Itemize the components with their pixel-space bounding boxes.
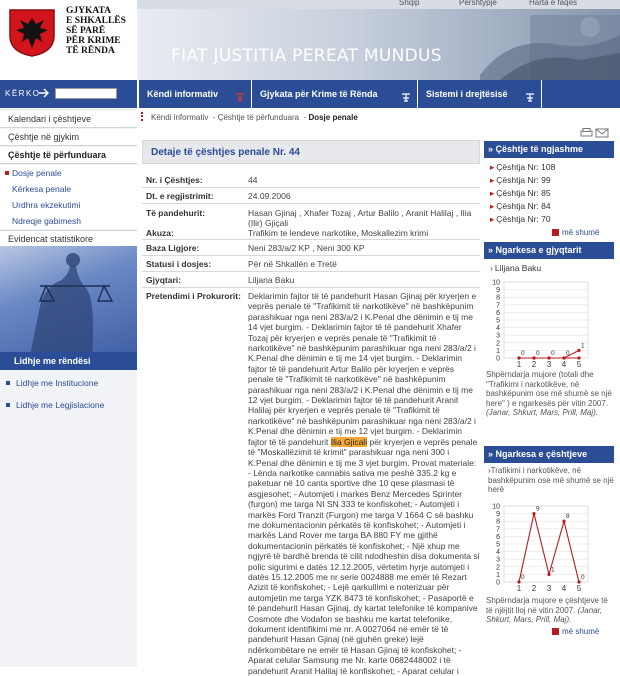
data-label: 1 xyxy=(581,342,585,350)
data-label: 8 xyxy=(566,513,570,521)
data-label: 0 xyxy=(551,350,555,357)
submenu-icon xyxy=(525,93,535,102)
sidebar-item-finished-cases[interactable]: Çështje të përfunduara xyxy=(0,147,137,164)
y-tick-label: 9 xyxy=(496,287,500,295)
sidebar-item-statistics[interactable]: Evidencat statistikore xyxy=(0,230,137,247)
y-tick-label: 5 xyxy=(496,317,500,325)
tab-informative-corner[interactable] xyxy=(139,80,252,108)
breadcrumb-link[interactable]: Këndi informativ xyxy=(151,113,209,122)
albania-emblem-icon xyxy=(6,6,58,58)
x-tick-label: 1 xyxy=(516,584,522,593)
tab-label: Këndi informativ xyxy=(147,89,219,99)
sidebar-sub-corrections[interactable]: Ndreqje gabimesh xyxy=(0,213,137,229)
case-load-caption: Shpërndarja mujore e çështjeve të të njëjtit lloj në vitin 2007. (Janar, Shkurt, Mars, Prill, Maj). xyxy=(486,596,608,625)
x-tick-label: 3 xyxy=(546,584,552,593)
data-label: 0 xyxy=(566,350,570,357)
x-tick-label: 5 xyxy=(576,584,582,593)
hands-scales-icon xyxy=(440,5,620,80)
breadcrumb-current: Dosje penale xyxy=(308,113,358,122)
breadcrumb-icon xyxy=(141,112,147,121)
motto: FIAT JUSTITIA PEREAT MUNDUS xyxy=(171,46,442,66)
y-tick-label: 8 xyxy=(496,294,500,302)
data-label: 0 xyxy=(521,574,525,581)
data-label: 0 xyxy=(581,574,585,581)
tab-court[interactable] xyxy=(252,80,418,108)
data-point xyxy=(577,356,580,359)
data-label: 0 xyxy=(536,350,540,357)
language-link[interactable]: Shqip xyxy=(399,0,420,7)
x-tick-label: 2 xyxy=(531,360,537,369)
court-name: GJYKATA E SHKALLËS SË PARË PËR KRIME TË RËNDA xyxy=(66,6,126,56)
x-tick-label: 2 xyxy=(531,584,537,593)
x-tick-label: 5 xyxy=(576,360,582,369)
similar-case-link[interactable]: ▸ Çështja Nr: 85 xyxy=(490,188,551,198)
more-link[interactable]: më shumë xyxy=(552,228,599,237)
similar-cases-header: » Çështje të ngjashme xyxy=(484,141,614,158)
y-tick-label: 3 xyxy=(496,556,500,564)
tab-label: Sistemi i drejtësisë xyxy=(426,89,508,99)
main-nav xyxy=(137,80,620,108)
more-link[interactable]: më shumë xyxy=(552,627,599,636)
feedback-link[interactable]: Përshtypje xyxy=(459,0,497,7)
bullet-icon xyxy=(6,403,10,407)
similar-case-link[interactable]: ▸ Çështja Nr: 108 xyxy=(490,162,556,172)
arrow-box-icon xyxy=(552,229,559,236)
y-tick-label: 6 xyxy=(496,533,500,541)
right-sidebar xyxy=(484,128,614,667)
data-label: 9 xyxy=(536,505,540,513)
y-tick-label: 7 xyxy=(496,526,500,534)
judge-name: › Liljana Baku xyxy=(490,263,542,273)
similar-case-link[interactable]: ▸ Çështja Nr: 70 xyxy=(490,214,551,224)
y-tick-label: 2 xyxy=(496,564,500,572)
search-bar xyxy=(0,80,137,108)
tab-label: Gjykata për Krime të Rënda xyxy=(260,89,378,99)
case-load-chart xyxy=(484,500,614,594)
highlighted-name: Ilia Gjicali xyxy=(330,436,368,447)
y-tick-label: 4 xyxy=(496,325,500,333)
y-tick-label: 0 xyxy=(496,355,500,363)
similar-case-link[interactable]: ▸ Çështja Nr: 99 xyxy=(490,175,551,185)
tab-justice-system[interactable] xyxy=(418,80,542,108)
left-sidebar xyxy=(0,108,137,667)
page-title: Detaje të çështjes penale Nr. 44 xyxy=(142,140,480,164)
important-links-header: Lidhje me rëndësi xyxy=(0,352,137,370)
y-tick-label: 10 xyxy=(492,503,500,511)
search-label: KËRKO xyxy=(5,89,41,98)
y-tick-label: 5 xyxy=(496,541,500,549)
x-tick-label: 1 xyxy=(516,360,522,369)
selected-bullet-icon xyxy=(5,171,9,175)
arrow-right-icon[interactable] xyxy=(38,88,50,98)
sitemap-link[interactable]: Harta e faqes xyxy=(529,0,578,7)
y-tick-label: 6 xyxy=(496,309,500,317)
y-tick-label: 2 xyxy=(496,340,500,348)
lady-justice-icon xyxy=(0,246,137,356)
bullet-icon xyxy=(6,381,10,385)
data-label: 0 xyxy=(521,350,525,357)
case-load-header: » Ngarkesa e çështjeve xyxy=(484,446,614,463)
sidebar-item-calendar[interactable]: Kalendari i çështjeve xyxy=(0,111,137,128)
sidebar-sub-penal-files[interactable]: Dosje penale xyxy=(0,165,137,181)
y-tick-label: 9 xyxy=(496,511,500,519)
similar-case-link[interactable]: ▸ Çështja Nr: 84 xyxy=(490,201,551,211)
legal-basis-links[interactable]: Neni 283/a/2 KP , Neni 300 KP xyxy=(248,243,365,253)
data-label: 1 xyxy=(551,566,555,574)
judge-load-header: » Ngarkesa e gjyqtarit xyxy=(484,242,614,259)
search-input[interactable] xyxy=(55,88,117,99)
breadcrumb: Këndi informativ - Çështje të përfunduara - Dosje penale xyxy=(141,112,611,122)
case-details-panel: Detaje të çështjes penale Nr. 44 Nr. i Çështjes: 44 Dt. e regjistrimit: 24.09.2006 Të pandehurit: Hasan Gjinaj , Xhafer Tozaj , Artur Balilo , Aranit Halilaj , Ilia (Ilir) Gjiçali Akuza: Trafikim te lendeve narkotike, Moskallezim krimi Baza Ligjore: Neni 283/a/2 KP , Neni 300 KP Statusi i dosjes: Për në Shkallën e Tretë Gjyqtari: Liljana Baku Pretendimi i Prokurorit: Deklarimin fajtor të të pandehurit Hasan Gjinaj për kryerjen e veprës penale të "Trafikimit të narkotikëve" në bashkëpunim parashikuar nga neni 283/a/2 i K.Penal dhe dënimin e tij me 14 vjet burgim. - Deklarimin fajtor të të pandehurit Xhafer Tozaj për kryerjen e veprës penale të "Trafikimit të narkotikëve" në bashkëpunim parashikuar nga neni 283/a/2 i K.Penal dhe dënimin e tij me 14 vjet burgim. - Deklarimin fajtor të të pandehurit Artur Balilo për kryerjen e veprës penale të "Trafikimit të narkotikëve" në bashkëpunim parashikuar nga neni 283/a/2 i K.Penal dhe dënimin e tij me 12 vjet burgim. - Deklarimin fajtor të të pandehurit Aranit Halilaj për kryerjen e veprës penale të "Trafikimit të narkotikëve" në bashkëpunim parashikuar nga neni 283/a/2 i K.Penal dhe dënimin e tij me 12 vjet burgim. - Deklarimin fajtor të të pandehurit Ilia Gjicali për kryerjen e veprës penale të "Moskallëzimit të krimit" parashikuar nga neni 300 i K.Penal dhe dënimin e tij me 3 vjet burgim. Provat materiale: - Lënda narkotike cannabis sativa me peshë 335.2 kg e paketuar në 10 canta sportive dhe 10 qese plasmasi të asgjesohet; - Automjeti i markes Benz Mercedes Sprinter (furgon) me targa NI SN 333 te konfiskohet; - Automjeti i markës Ford Tranzit (Furgon) me targa V 1664 C së bashku me dokumentacionin përkatës të konfiskohet; - Automjeti i markës Land Rover me targa BA 880 FY me gjithë dokumentacionin përkatës të konfiskohet; - Një xhup me ngjyrë të bardhë brenda të cilit ndodheshin disa dokumenta si polic sigurimi e datës 12.12.2005, vërtetim hyrje automjeti i datës 15.12.2005 me nr serie 0024888 me emër të Rezart Azizit të konfiskohet; - Lejë qarkullimi e noterizuar për automjetin me targa YZK 8473 të konfiskohet; - Pasaportë e të pandehurit Hasan Gjinaj, dy kartat telefonike të kompanive Cosmote dhe Vodafon se bashku me kartat telefonike, dokument identifikimi me nr. A 0027064 në emër të të pandehurit Hasan Gjinaj (në gjuhën greke) lejë ndërkombëtare ne emër të Hasan Gjinaj të konfiskohet; - Aparat celular Samsung me Nr. karte 0682448002 i të pandehurit Aranit Halilaj të konfiskohet; - Aparat celular i xyxy=(142,140,480,667)
x-tick-label: 4 xyxy=(561,360,567,369)
x-tick-label: 4 xyxy=(561,584,567,593)
sidebar-item-cases-in-trial[interactable]: Çështje në gjykim xyxy=(0,129,137,146)
y-tick-label: 1 xyxy=(496,571,500,579)
y-tick-label: 8 xyxy=(496,518,500,526)
x-tick-label: 3 xyxy=(546,360,552,369)
sidebar-sub-penal-requests[interactable]: Kërkesa penale xyxy=(0,181,137,197)
submenu-icon xyxy=(401,93,411,102)
y-tick-label: 3 xyxy=(496,332,500,340)
case-load-label: ›Trafikimi i narkotikëve, në bashkëpunim ose më shumë se një herë xyxy=(488,466,614,495)
link-legislation[interactable]: Lidhje me Legjislacione xyxy=(6,400,104,410)
prosecutor-claim-text: Deklarimin fajtor të të pandehurit Hasan Gjinaj për kryerjen e veprës penale të "Trafikimit të narkotikëve" në bashkëpunim parashikuar nga neni 283/a/2 i K.Penal dhe dënimin e tij me 14 vjet burgim. - Deklarimin fajtor të të pandehurit Xhafer Tozaj për kryerjen e veprës penale të "Trafikimit të narkotikëve" në bashkëpunim parashikuar nga neni 283/a/2 i K.Penal dhe dënimin e tij me 14 vjet burgim. - Deklarimin fajtor të të pandehurit Artur Balilo për kryerjen e veprës penale të "Trafikimit të narkotikëve" në bashkëpunim parashikuar nga neni 283/a/2 i K.Penal dhe dënimin e tij me 12 vjet burgim. - Deklarimin fajtor të të pandehurit Aranit Halilaj për kryerjen e veprës penale të "Trafikimit të narkotikëve" në bashkëpunim parashikuar nga neni 283/a/2 i K.Penal dhe dënimin e tij me 12 vjet burgim. - Deklarimin fajtor të të pandehurit Ilia Gjicali për kryerjen e veprës penale të "Moskallëzimit të krimit" parashikuar nga neni 300 i K.Penal dhe dënimin e tij me 3 vjet burgim. Provat materiale: - Lënda narkotike cannabis sativa me peshë 335.2 kg e paketuar në 10 canta sportive dhe 10 qese plasmasi të asgjesohet; - Automjeti i markes Benz Mercedes Sprinter (furgon) me targa NI SN 333 te konfiskohet; - Automjeti i markës Ford Tranzit (Furgon) me targa V 1664 C së bashku me dokumentacionin përkatës të konfiskohet; - Automjeti i markës Land Rover me targa BA 880 FY me gjithë dokumentacionin përkatës të konfiskohet; - Një xhup me ngjyrë të bardhë brenda të cilit ndodheshin disa dokumenta si polic sigurimi e datës 12.12.2005, vërtetim hyrje automjeti i datës 15.12.2005 me nr serie 0024888 me emër të Rezart Azizit të konfiskohet; - Lejë qarkullimi e noterizuar për automjetin me targa YZK 8473 të konfiskohet; - Pasaportë e të pandehurit Hasan Gjinaj, dy kartat telefonike të kompanive Cosmote dhe Vodafon se bashku me kartat telefonike, dokument identifikimi me nr. A 0027064 në emër të të pandehurit Hasan Gjinaj (në gjuhën greke) lejë ndërkombëtare ne emër të Hasan Gjinaj të konfiskohet; - Aparat celular Samsung me Nr. karte 0682448002 i të pandehurit Aranit Halilaj të konfiskohet; - Aparat celular i xyxy=(248,291,480,676)
lady-justice-image xyxy=(0,246,137,356)
header-banner xyxy=(137,0,620,80)
y-tick-label: 0 xyxy=(496,579,500,587)
y-tick-label: 10 xyxy=(492,279,500,287)
judge-load-chart xyxy=(484,276,614,370)
y-tick-label: 7 xyxy=(496,302,500,310)
submenu-icon xyxy=(235,93,245,102)
logo-area[interactable] xyxy=(0,0,137,80)
link-institutions[interactable]: Lidhje me Institucione xyxy=(6,378,98,388)
arrow-box-icon xyxy=(552,628,559,635)
y-tick-label: 4 xyxy=(496,549,500,557)
sidebar-sub-execution-orders[interactable]: Urdhra ekzekutimi xyxy=(0,197,137,213)
y-tick-label: 1 xyxy=(496,347,500,355)
judge-load-caption: Shpërndarja mujore (totali dhe "Trafikimi i narkotikëve, në bashkëpunim ose më shumë se një here" ) e ngarkesës për vitin 2007. (Janar, Shkurt, Mars, Prill, Maj). xyxy=(486,370,612,418)
breadcrumb-link[interactable]: Çështje të përfunduara xyxy=(217,113,300,122)
